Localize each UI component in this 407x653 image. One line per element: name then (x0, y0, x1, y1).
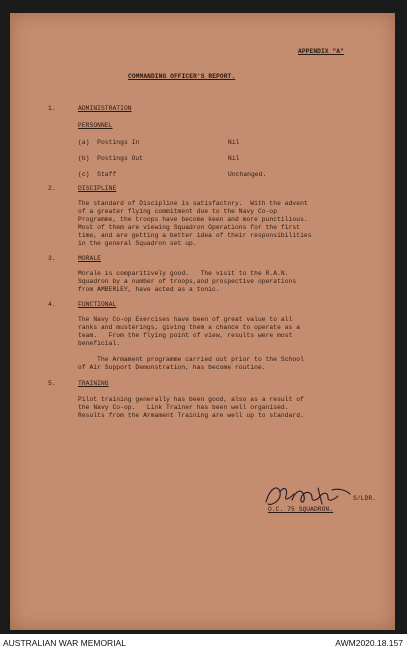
section-number: 4. (48, 301, 56, 308)
accession-number: AWM2020.18.157 (335, 638, 403, 648)
paragraph-line: time, and are getting a better idea of their responsibilities (78, 232, 312, 239)
appendix-label: APPENDIX "A" (298, 48, 344, 55)
paragraph-line: from AMBERLEY, have acted as a tonic. (78, 286, 220, 293)
paragraph-line: Morale is comparitively good. The visit to the R.A.N. (78, 270, 289, 277)
posting-value: Unchanged. (228, 171, 267, 178)
posting-label: (b) Postings Out (78, 155, 144, 162)
signature-title: O.C. 75 SQUADRON. (268, 506, 334, 513)
section-heading: TRAINING (78, 380, 109, 387)
section-number: 2. (48, 185, 56, 192)
paragraph-line: The Armament programme carried out prior to the School (78, 356, 304, 363)
section-heading: DISCIPLINE (78, 185, 117, 192)
posting-label: (c) Staff (78, 171, 117, 178)
posting-value: Nil (228, 139, 240, 146)
paragraph-line: The standard of Discipline is satisfactory. With the advent (78, 200, 308, 207)
report-page (10, 13, 395, 630)
section-number: 3. (48, 255, 56, 262)
posting-value: Nil (228, 155, 240, 162)
caption-bar (0, 634, 407, 653)
section-heading: ADMINISTRATION (78, 105, 132, 112)
posting-label: (a) Postings In (78, 139, 140, 146)
section-heading: MORALE (78, 255, 101, 262)
rank-suffix: S/LDR. (353, 495, 376, 502)
paragraph-line: the Navy Co-op. Link Trainer has been well organised. (78, 404, 289, 411)
section-number: 1. (48, 105, 56, 112)
paragraph-line: ranks and musterings, giving them a chance to operate as a (78, 324, 301, 331)
paragraph-line: of a greater flying commitment due to the Navy Co-op (78, 208, 278, 215)
institution-name: AUSTRALIAN WAR MEMORIAL (3, 638, 126, 648)
paragraph-line: Programme, the troops have become keen and more punctilious. (78, 216, 308, 223)
paragraph-line: The Navy Co-op Exercises have been of great value to all (78, 316, 293, 323)
paragraph-line: beneficial. (78, 340, 121, 347)
paragraph-line: Results from the Armament Training are well up to standard. (78, 412, 304, 419)
paragraph-line: Squadron by a number of troops,and prospective operations (78, 278, 297, 285)
paragraph-line: Pilot training generally has been good, also as a result of (78, 396, 304, 403)
section-subheading: PERSONNEL (78, 122, 113, 129)
section-heading: FUNCTIONAL (78, 301, 117, 308)
paragraph-line: in the general Squadron set up. (78, 240, 197, 247)
paragraph-line: of Air Support Demonstration, has become routine. (78, 364, 266, 371)
report-title: COMMANDING OFFICER'S REPORT. (128, 73, 236, 80)
paragraph-line: team. From the flying point of view, results were most (78, 332, 293, 339)
paragraph-line: Most of them are viewing Squadron Operations for the first (78, 224, 301, 231)
section-number: 5. (48, 380, 56, 387)
